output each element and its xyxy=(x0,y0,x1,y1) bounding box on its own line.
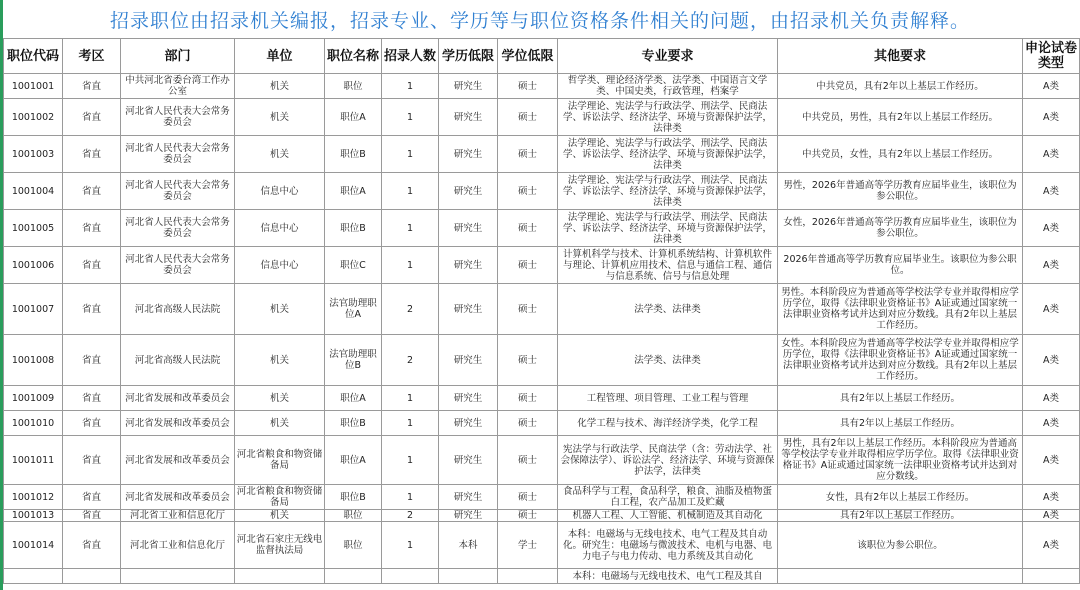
cell-code: 1001009 xyxy=(4,386,63,411)
cell-dept: 中共河北省委台湾工作办公室 xyxy=(121,74,235,99)
cell-major: 本科：电磁场与无线电技术、电气工程及其自 xyxy=(558,569,778,584)
cell-area: 省直 xyxy=(63,411,121,436)
table-row xyxy=(4,99,1080,136)
cell-edu: 研究生 xyxy=(439,510,498,522)
cell-unit: 机关 xyxy=(235,99,325,136)
cell-edu: 研究生 xyxy=(439,99,498,136)
cell-exam: A类 xyxy=(1023,386,1080,411)
header-area: 考区 xyxy=(63,39,121,74)
cell-code: 1001008 xyxy=(4,335,63,386)
cell-exam: A类 xyxy=(1023,485,1080,510)
cell-code: 1001014 xyxy=(4,522,63,569)
cell-other: 中共党员，男性，具有2年以上基层工作经历。 xyxy=(778,99,1023,136)
cell-unit: 信息中心 xyxy=(235,210,325,247)
cell-edu: 研究生 xyxy=(439,436,498,485)
cell-unit: 河北省粮食和物资储备局 xyxy=(235,436,325,485)
cell-other: 该职位为参公职位。 xyxy=(778,522,1023,569)
cell-major: 法学理论、宪法学与行政法学、刑法学、民商法学、诉讼法学、经济法学、环境与资源保护法学，法律类 xyxy=(558,173,778,210)
cell-count: 1 xyxy=(382,173,439,210)
cell-code: 1001002 xyxy=(4,99,63,136)
cell-unit xyxy=(235,569,325,584)
cell-unit: 河北省石家庄无线电监督执法局 xyxy=(235,522,325,569)
cell-unit: 信息中心 xyxy=(235,247,325,284)
cell-major: 化学工程与技术、海洋经济学类，化学工程 xyxy=(558,411,778,436)
cell-degree: 硕士 xyxy=(498,335,558,386)
cell-code: 1001013 xyxy=(4,510,63,522)
table-row xyxy=(4,386,1080,411)
header-edu: 学历低限 xyxy=(439,39,498,74)
cell-unit: 机关 xyxy=(235,284,325,335)
cell-unit: 信息中心 xyxy=(235,173,325,210)
notice-banner: 招录职位由招录机关编报，招录专业、学历等与职位资格条件相关的问题，由招录机关负责解释。 xyxy=(109,9,970,32)
cell-code: 1001003 xyxy=(4,136,63,173)
cell-other: 女性。本科阶段应为普通高等学校法学专业并取得相应学历学位，取得《法律职业资格证书》A证或通过国家统一法律职业资格考试并达到对应分数线。具有2年以上基层工作经历。 xyxy=(778,335,1023,386)
cell-area: 省直 xyxy=(63,173,121,210)
cell-count: 1 xyxy=(382,210,439,247)
cell-other: 具有2年以上基层工作经历。 xyxy=(778,411,1023,436)
cell-count: 2 xyxy=(382,335,439,386)
cell-position: 职位B xyxy=(325,210,382,247)
cell-edu: 研究生 xyxy=(439,210,498,247)
cell-position: 职位A xyxy=(325,173,382,210)
cell-exam: A类 xyxy=(1023,335,1080,386)
cell-major: 机器人工程、人工智能、机械制造及其自动化 xyxy=(558,510,778,522)
cell-major: 法学理论、宪法学与行政法学、刑法学、民商法学、诉讼法学、经济法学、环境与资源保护法学，法律类 xyxy=(558,136,778,173)
cell-major: 宪法学与行政法学、民商法学（含：劳动法学、社会保障法学）、诉讼法学、经济法学、环境与资源保护法学，法律类 xyxy=(558,436,778,485)
cell-degree: 学士 xyxy=(498,522,558,569)
cell-dept xyxy=(121,569,235,584)
table-row xyxy=(4,247,1080,284)
cell-area: 省直 xyxy=(63,210,121,247)
cell-dept: 河北省发展和改革委员会 xyxy=(121,386,235,411)
cell-unit: 机关 xyxy=(235,335,325,386)
cell-area: 省直 xyxy=(63,386,121,411)
cell-major: 法学理论、宪法学与行政法学、刑法学、民商法学、诉讼法学、经济法学、环境与资源保护法学，法律类 xyxy=(558,210,778,247)
header-degree: 学位低限 xyxy=(498,39,558,74)
cell-unit: 机关 xyxy=(235,386,325,411)
cell-edu: 研究生 xyxy=(439,173,498,210)
cell-degree: 硕士 xyxy=(498,284,558,335)
cell-other xyxy=(778,569,1023,584)
cell-area: 省直 xyxy=(63,485,121,510)
cell-degree: 硕士 xyxy=(498,411,558,436)
cell-other: 具有2年以上基层工作经历。 xyxy=(778,386,1023,411)
cell-position: 法官助理职位B xyxy=(325,335,382,386)
cell-edu: 研究生 xyxy=(439,386,498,411)
cell-dept: 河北省发展和改革委员会 xyxy=(121,436,235,485)
cell-code: 1001004 xyxy=(4,173,63,210)
header-dept: 部门 xyxy=(121,39,235,74)
cell-other: 男性，具有2年以上基层工作经历。本科阶段应为普通高等学校法学专业并取得相应学历学位。取得《法律职业资格证书》A证或通过国家统一法律职业资格考试并达到对应分数线。 xyxy=(778,436,1023,485)
cell-exam: A类 xyxy=(1023,436,1080,485)
cell-other: 具有2年以上基层工作经历。 xyxy=(778,510,1023,522)
cell-other: 中共党员，具有2年以上基层工作经历。 xyxy=(778,74,1023,99)
cell-position: 职位B xyxy=(325,411,382,436)
cell-exam: A类 xyxy=(1023,284,1080,335)
cell-edu: 研究生 xyxy=(439,136,498,173)
cell-degree: 硕士 xyxy=(498,173,558,210)
cell-area xyxy=(63,569,121,584)
cell-other: 中共党员，女性，具有2年以上基层工作经历。 xyxy=(778,136,1023,173)
cell-code: 1001007 xyxy=(4,284,63,335)
cell-area: 省直 xyxy=(63,74,121,99)
cell-dept: 河北省人民代表大会常务委员会 xyxy=(121,99,235,136)
cell-edu: 研究生 xyxy=(439,284,498,335)
cell-edu: 研究生 xyxy=(439,247,498,284)
cell-count: 1 xyxy=(382,247,439,284)
cell-count: 1 xyxy=(382,136,439,173)
cell-count: 1 xyxy=(382,522,439,569)
cell-edu: 研究生 xyxy=(439,411,498,436)
cell-exam xyxy=(1023,569,1080,584)
cell-count: 1 xyxy=(382,386,439,411)
cell-position: 职位B xyxy=(325,485,382,510)
table-row xyxy=(4,485,1080,510)
cell-code: 1001001 xyxy=(4,74,63,99)
cell-area: 省直 xyxy=(63,522,121,569)
table-row xyxy=(4,173,1080,210)
cell-dept: 河北省发展和改革委员会 xyxy=(121,411,235,436)
cell-position: 职位A xyxy=(325,386,382,411)
table-row xyxy=(4,335,1080,386)
cell-position: 职位B xyxy=(325,136,382,173)
cell-major: 法学理论、宪法学与行政法学、刑法学、民商法学、诉讼法学、经济法学、环境与资源保护法学，法律类 xyxy=(558,99,778,136)
cell-degree: 硕士 xyxy=(498,136,558,173)
cell-area: 省直 xyxy=(63,436,121,485)
table-row xyxy=(4,569,1080,584)
cell-area: 省直 xyxy=(63,510,121,522)
cell-area: 省直 xyxy=(63,136,121,173)
cell-dept: 河北省高级人民法院 xyxy=(121,335,235,386)
cell-dept: 河北省工业和信息化厅 xyxy=(121,522,235,569)
cell-degree: 硕士 xyxy=(498,386,558,411)
header-count: 招录人数 xyxy=(382,39,439,74)
cell-count: 1 xyxy=(382,436,439,485)
cell-code: 1001005 xyxy=(4,210,63,247)
cell-count: 2 xyxy=(382,284,439,335)
header-exam: 申论试卷类型 xyxy=(1023,39,1080,74)
table-row xyxy=(4,210,1080,247)
cell-area: 省直 xyxy=(63,247,121,284)
cell-exam: A类 xyxy=(1023,173,1080,210)
cell-major: 法学类、法律类 xyxy=(558,284,778,335)
cell-count: 1 xyxy=(382,99,439,136)
cell-dept: 河北省人民代表大会常务委员会 xyxy=(121,136,235,173)
cell-exam: A类 xyxy=(1023,74,1080,99)
cell-unit: 河北省粮食和物资储备局 xyxy=(235,485,325,510)
cell-unit: 机关 xyxy=(235,411,325,436)
cell-degree: 硕士 xyxy=(498,74,558,99)
cell-dept: 河北省高级人民法院 xyxy=(121,284,235,335)
cell-position: 法官助理职位A xyxy=(325,284,382,335)
cell-position: 职位A xyxy=(325,436,382,485)
cell-degree: 硕士 xyxy=(498,99,558,136)
cell-dept: 河北省人民代表大会常务委员会 xyxy=(121,247,235,284)
cell-unit: 机关 xyxy=(235,74,325,99)
cell-degree: 硕士 xyxy=(498,436,558,485)
cell-other: 男性，2026年普通高等学历教育应届毕业生，该职位为参公职位。 xyxy=(778,173,1023,210)
cell-code: 1001012 xyxy=(4,485,63,510)
cell-degree: 硕士 xyxy=(498,485,558,510)
cell-edu: 研究生 xyxy=(439,74,498,99)
cell-other: 2026年普通高等学历教育应届毕业生。该职位为参公职位。 xyxy=(778,247,1023,284)
cell-major: 本科：电磁场与无线电技术、电气工程及其自动化。研究生：电磁场与微波技术、电机与电器、电力电子与电力传动、电力系统及其自动化 xyxy=(558,522,778,569)
cell-area: 省直 xyxy=(63,99,121,136)
cell-count: 1 xyxy=(382,74,439,99)
cell-major: 哲学类、理论经济学类、法学类、中国语言文学类、中国史类，行政管理，档案学 xyxy=(558,74,778,99)
cell-major: 计算机科学与技术、计算机系统结构、计算机软件与理论、计算机应用技术、信息与通信工程、通信与信息系统、信号与信息处理 xyxy=(558,247,778,284)
cell-other: 女性，2026年普通高等学历教育应届毕业生，该职位为参公职位。 xyxy=(778,210,1023,247)
cell-position: 职位 xyxy=(325,522,382,569)
cell-area: 省直 xyxy=(63,284,121,335)
header-major: 专业要求 xyxy=(558,39,778,74)
table-row xyxy=(4,136,1080,173)
cell-degree: 硕士 xyxy=(498,510,558,522)
cell-code: 1001011 xyxy=(4,436,63,485)
cell-position: 职位 xyxy=(325,74,382,99)
cell-area: 省直 xyxy=(63,335,121,386)
cell-position xyxy=(325,569,382,584)
cell-degree xyxy=(498,569,558,584)
cell-position: 职位A xyxy=(325,99,382,136)
cell-degree: 硕士 xyxy=(498,247,558,284)
cell-position: 职位 xyxy=(325,510,382,522)
cell-exam: A类 xyxy=(1023,411,1080,436)
header-code: 职位代码 xyxy=(4,39,63,74)
cell-exam: A类 xyxy=(1023,247,1080,284)
cell-edu xyxy=(439,569,498,584)
cell-dept: 河北省工业和信息化厅 xyxy=(121,510,235,522)
cell-position: 职位C xyxy=(325,247,382,284)
cell-code: 1001010 xyxy=(4,411,63,436)
cell-exam: A类 xyxy=(1023,136,1080,173)
table-row xyxy=(4,74,1080,99)
cell-count xyxy=(382,569,439,584)
header-row xyxy=(4,39,1080,74)
cell-code xyxy=(4,569,63,584)
cell-exam: A类 xyxy=(1023,522,1080,569)
cell-count: 1 xyxy=(382,411,439,436)
position-table xyxy=(3,38,1080,584)
cell-dept: 河北省发展和改革委员会 xyxy=(121,485,235,510)
cell-code: 1001006 xyxy=(4,247,63,284)
cell-dept: 河北省人民代表大会常务委员会 xyxy=(121,210,235,247)
cell-major: 食品科学与工程，食品科学，粮食、油脂及植物蛋白工程，农产品加工及贮藏 xyxy=(558,485,778,510)
cell-count: 1 xyxy=(382,485,439,510)
cell-exam: A类 xyxy=(1023,210,1080,247)
cell-other: 女性，具有2年以上基层工作经历。 xyxy=(778,485,1023,510)
table-row xyxy=(4,510,1080,522)
cell-major: 法学类、法律类 xyxy=(558,335,778,386)
header-position: 职位名称 xyxy=(325,39,382,74)
table-row xyxy=(4,284,1080,335)
cell-count: 2 xyxy=(382,510,439,522)
cell-edu: 研究生 xyxy=(439,485,498,510)
cell-major: 工程管理、项目管理、工业工程与管理 xyxy=(558,386,778,411)
cell-exam: A类 xyxy=(1023,510,1080,522)
cell-exam: A类 xyxy=(1023,99,1080,136)
header-other: 其他要求 xyxy=(778,39,1023,74)
cell-degree: 硕士 xyxy=(498,210,558,247)
table-row xyxy=(4,522,1080,569)
cell-dept: 河北省人民代表大会常务委员会 xyxy=(121,173,235,210)
cell-unit: 机关 xyxy=(235,510,325,522)
cell-edu: 本科 xyxy=(439,522,498,569)
table-row xyxy=(4,436,1080,485)
header-unit: 单位 xyxy=(235,39,325,74)
table-row xyxy=(4,411,1080,436)
cell-unit: 机关 xyxy=(235,136,325,173)
cell-other: 男性。本科阶段应为普通高等学校法学专业并取得相应学历学位，取得《法律职业资格证书》A证或通过国家统一法律职业资格考试并达到对应分数线。具有2年以上基层工作经历。 xyxy=(778,284,1023,335)
cell-edu: 研究生 xyxy=(439,335,498,386)
